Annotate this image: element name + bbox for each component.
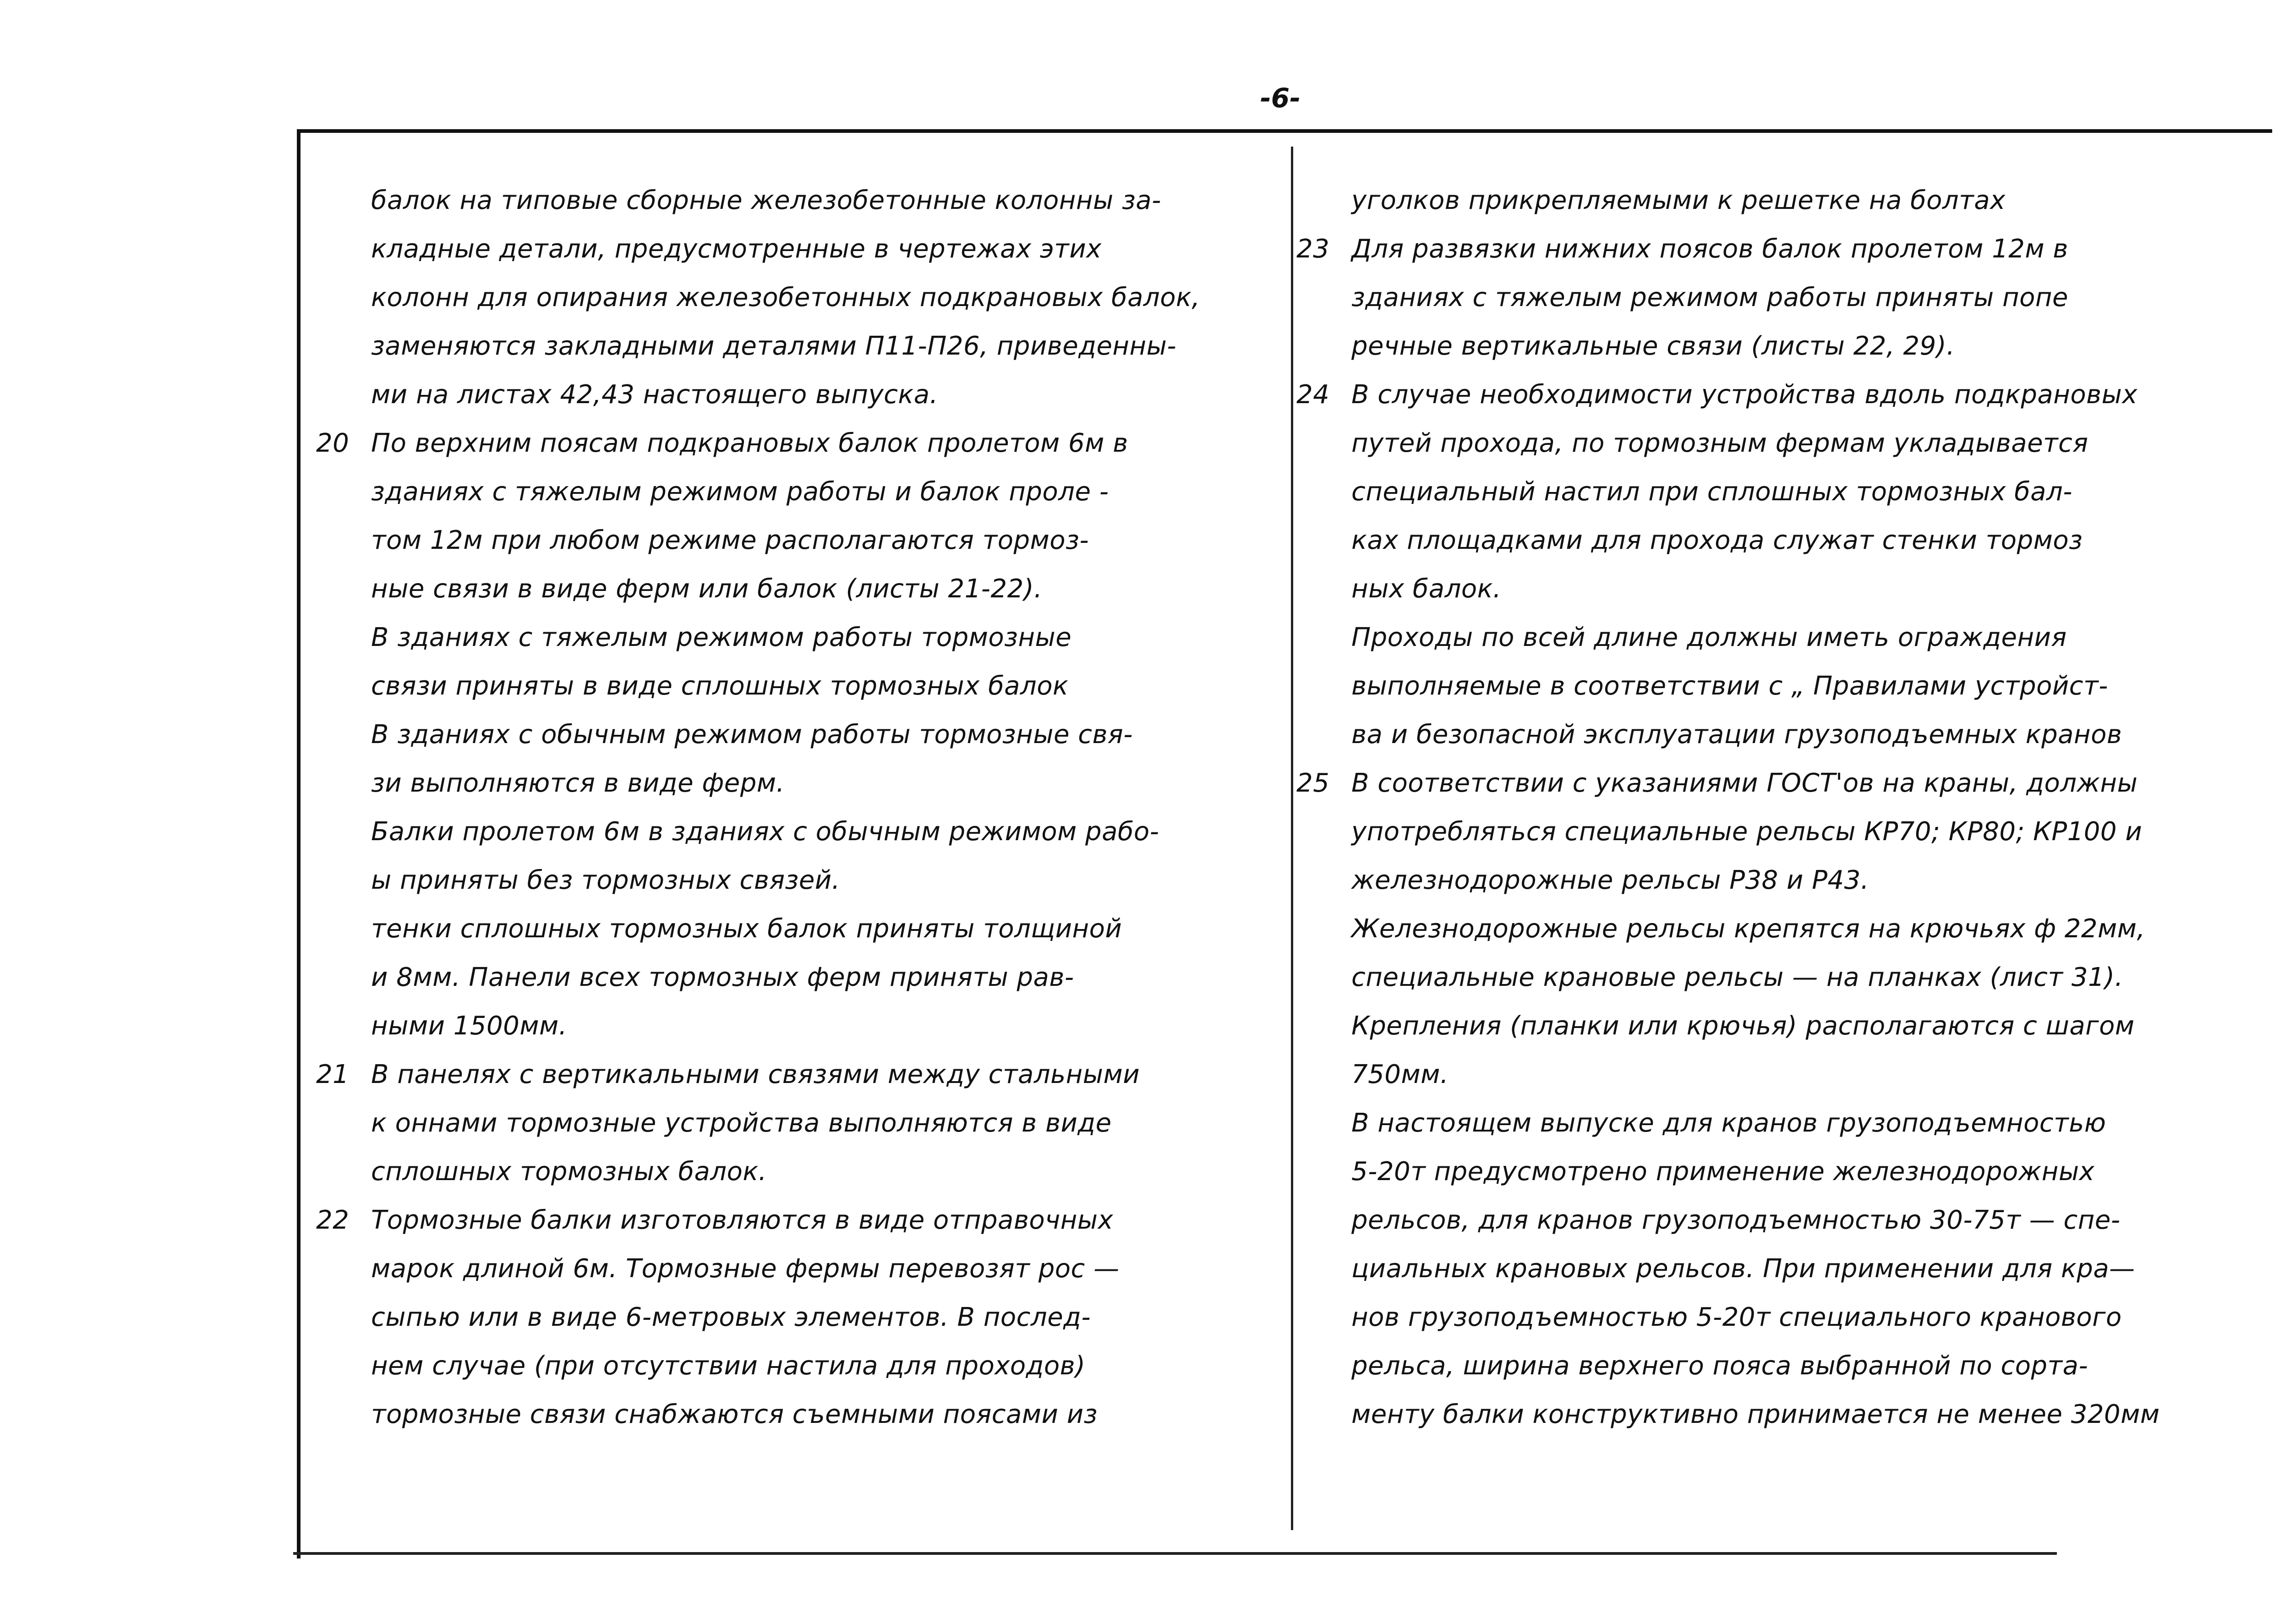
line-text: зи выполняются в виде ферм.	[371, 768, 785, 798]
right-text-column	[1296, 176, 2268, 1439]
frame-left-border	[297, 129, 301, 1558]
text-line	[1296, 856, 2268, 905]
text-line	[1296, 1099, 2268, 1148]
line-text: циальных крановых рельсов. При применении для кра—	[1351, 1254, 2135, 1284]
line-text: Крепления (планки или крючья) располагаются с шагом	[1351, 1011, 2135, 1041]
text-line	[316, 1002, 1283, 1050]
text-line	[1296, 419, 2268, 468]
text-line	[316, 759, 1283, 808]
text-line	[1296, 371, 2268, 419]
paragraph-number: 24	[1296, 380, 1330, 410]
text-line	[1296, 1342, 2268, 1390]
text-line	[1296, 176, 2268, 225]
line-text: речные вертикальные связи (листы 22, 29).	[1351, 331, 1955, 361]
text-line	[1296, 1148, 2268, 1196]
text-line	[1296, 1002, 2268, 1050]
line-text: сплошных тормозных балок.	[371, 1157, 767, 1187]
text-line	[316, 1148, 1283, 1196]
line-text: В панелях с вертикальными связями между стальными	[371, 1060, 1140, 1089]
text-line	[1296, 613, 2268, 662]
text-line	[316, 225, 1283, 273]
frame-top-border	[298, 129, 2272, 133]
text-line	[1296, 1050, 2268, 1099]
line-text: Балки пролетом 6м в зданиях с обычным режимом рабо-	[371, 817, 1159, 847]
line-text: ва и безопасной эксплуатации грузоподъемных кранов	[1351, 720, 2122, 749]
text-line	[1296, 1293, 2268, 1342]
text-line	[316, 808, 1283, 856]
text-line	[316, 1342, 1283, 1390]
text-line	[316, 1196, 1283, 1245]
paragraph-number: 20	[316, 428, 350, 458]
line-text: Для развязки нижних поясов балок пролетом 12м в	[1351, 234, 2068, 264]
text-line	[316, 371, 1283, 419]
line-text: В настоящем выпуске для кранов грузоподъемностью	[1351, 1108, 2106, 1138]
line-text: менту балки конструктивно принимается не менее 320мм	[1351, 1400, 2160, 1429]
column-divider	[1291, 147, 1293, 1530]
paragraph-number: 21	[316, 1060, 350, 1089]
text-line	[316, 322, 1283, 371]
line-text: тенки сплошных тормозных балок приняты толщиной	[371, 914, 1122, 944]
text-line	[1296, 225, 2268, 273]
line-text: связи приняты в виде сплошных тормозных балок	[371, 671, 1069, 701]
text-line	[1296, 322, 2268, 371]
text-line	[1296, 759, 2268, 808]
text-line	[316, 905, 1283, 953]
line-text: Проходы по всей длине должны иметь ограждения	[1351, 623, 2067, 652]
text-line	[316, 1390, 1283, 1439]
line-text: рельса, ширина верхнего пояса выбранной по сорта-	[1351, 1351, 2088, 1381]
page-number: -6-	[1260, 82, 1301, 114]
line-text: колонн для опирания железобетонных подкрановых балок,	[371, 283, 1200, 312]
line-text: В случае необходимости устройства вдоль подкрановых	[1351, 380, 2137, 410]
line-text: В соответствии с указаниями ГОСТ'ов на краны, должны	[1351, 768, 2138, 798]
text-line	[316, 516, 1283, 565]
line-text: нем случае (при отсутствии настила для проходов)	[371, 1351, 1086, 1381]
line-text: ы приняты без тормозных связей.	[371, 865, 840, 895]
frame-bottom-border	[293, 1552, 2057, 1555]
left-text-column	[316, 176, 1283, 1439]
line-text: тормозные связи снабжаются съемными поясами из	[371, 1400, 1098, 1429]
line-text: и 8мм. Панели всех тормозных ферм приняты рав-	[371, 962, 1074, 992]
text-line	[1296, 516, 2268, 565]
line-text: путей прохода, по тормозным фермам укладывается	[1351, 428, 2088, 458]
line-text: кладные детали, предусмотренные в чертежах этих	[371, 234, 1102, 264]
line-text: 750мм.	[1351, 1060, 1449, 1089]
line-text: нов грузоподъемностью 5-20т специального кранового	[1351, 1302, 2122, 1332]
line-text: ными 1500мм.	[371, 1011, 568, 1041]
line-text: 5-20т предусмотрено применение железнодорожных	[1351, 1157, 2095, 1187]
text-line	[1296, 1196, 2268, 1245]
line-text: том 12м при любом режиме располагаются тормоз-	[371, 525, 1089, 555]
line-text: Железнодорожные рельсы крепятся на крючьях ф 22мм,	[1351, 914, 2145, 944]
text-line	[316, 468, 1283, 516]
text-line	[316, 613, 1283, 662]
line-text: ные связи в виде ферм или балок (листы 21-22).	[371, 574, 1043, 604]
paragraph-number: 25	[1296, 768, 1330, 798]
line-text: марок длиной 6м. Тормозные фермы перевозят рос —	[371, 1254, 1120, 1284]
text-line	[316, 711, 1283, 759]
text-line	[316, 662, 1283, 711]
line-text: ми на листах 42,43 настоящего выпуска.	[371, 380, 938, 410]
paragraph-number: 22	[316, 1205, 350, 1235]
line-text: уголков прикрепляемыми к решетке на болтах	[1351, 186, 2006, 215]
line-text: Тормозные балки изготовляются в виде отправочных	[371, 1205, 1114, 1235]
line-text: выполняемые в соответствии с „ Правилами устройст-	[1351, 671, 2108, 701]
text-line	[316, 953, 1283, 1002]
line-text: употребляться специальные рельсы КР70; КР80; КР100 и	[1351, 817, 2143, 847]
line-text: ках площадками для прохода служат стенки тормоз	[1351, 525, 2083, 555]
text-line	[1296, 662, 2268, 711]
text-line	[1296, 1390, 2268, 1439]
line-text: к оннами тормозные устройства выполняются в виде	[371, 1108, 1112, 1138]
line-text: В зданиях с тяжелым режимом работы тормозные	[371, 623, 1072, 652]
line-text: специальный настил при сплошных тормозных бал-	[1351, 477, 2072, 507]
text-line	[1296, 565, 2268, 613]
text-line	[316, 856, 1283, 905]
text-line	[1296, 1245, 2268, 1293]
text-line	[316, 1050, 1283, 1099]
line-text: В зданиях с обычным режимом работы тормозные свя-	[371, 720, 1133, 749]
paragraph-number: 23	[1296, 234, 1330, 264]
text-line	[316, 1099, 1283, 1148]
line-text: специальные крановые рельсы — на планках (лист 31).	[1351, 962, 2123, 992]
text-line	[1296, 808, 2268, 856]
text-line	[316, 565, 1283, 613]
line-text: ных балок.	[1351, 574, 1502, 604]
text-line	[316, 176, 1283, 225]
line-text: рельсов, для кранов грузоподъемностью 30-75т — спе-	[1351, 1205, 2121, 1235]
text-line	[1296, 905, 2268, 953]
text-line	[316, 1293, 1283, 1342]
text-line	[1296, 953, 2268, 1002]
text-line	[1296, 468, 2268, 516]
text-line	[316, 273, 1283, 322]
line-text: сыпью или в виде 6-метровых элементов. В послед-	[371, 1302, 1091, 1332]
text-line	[1296, 711, 2268, 759]
line-text: По верхним поясам подкрановых балок пролетом 6м в	[371, 428, 1128, 458]
line-text: балок на типовые сборные железобетонные колонны за-	[371, 186, 1161, 215]
line-text: зданиях с тяжелым режимом работы и балок проле -	[371, 477, 1109, 507]
line-text: зданиях с тяжелым режимом работы приняты попе	[1351, 283, 2068, 312]
text-line	[316, 419, 1283, 468]
line-text: железнодорожные рельсы Р38 и Р43.	[1351, 865, 1870, 895]
text-line	[1296, 273, 2268, 322]
text-line	[316, 1245, 1283, 1293]
line-text: заменяются закладными деталями П11-П26, приведенны-	[371, 331, 1177, 361]
